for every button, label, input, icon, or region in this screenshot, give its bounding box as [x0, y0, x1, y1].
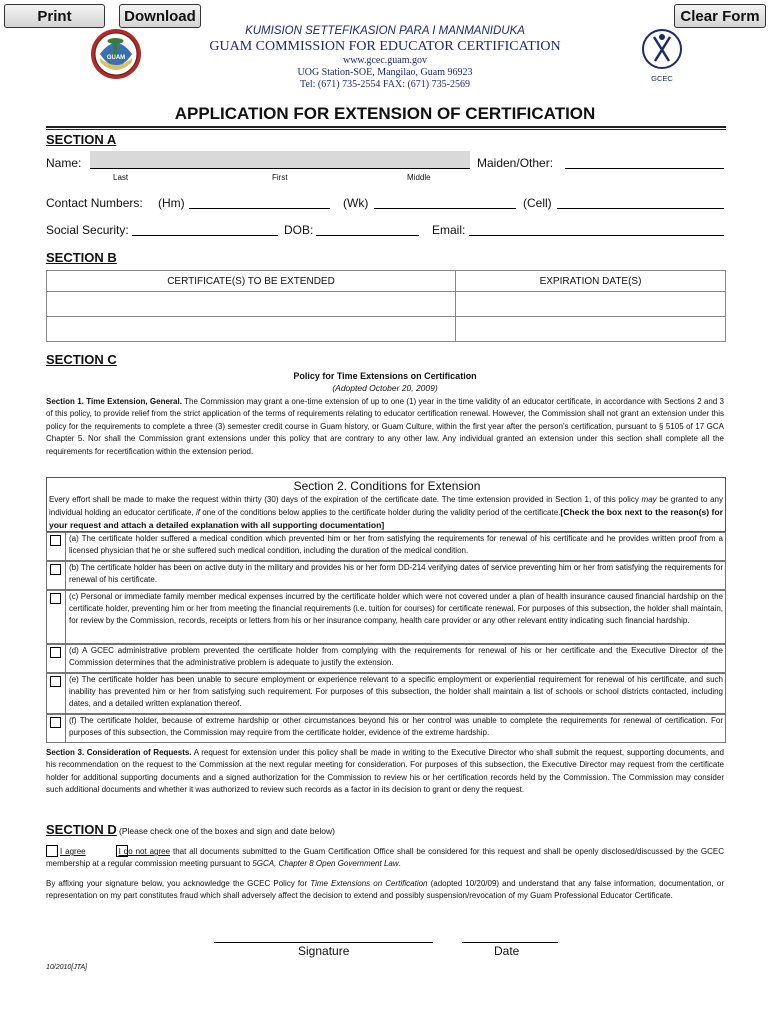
- option-c: [46, 590, 726, 644]
- cert-field-1[interactable]: [47, 292, 456, 317]
- website: www.gcec.guam.gov: [342, 55, 428, 66]
- option-c-checkbox[interactable]: [50, 593, 61, 604]
- signature-field[interactable]: [214, 930, 433, 943]
- option-c-text: (c) Personal or immediate family member medical expenses incurred by the certificate holder which were not covered under a plan of health insurance caused financial hardship on the certificate holder, preventing him or her from meeting the financial requirements (i.e. tuition for courses) for certificate renewal. For purposes of this subsection, the holder shall maintain, for review by the Commission, records, receipts or letters from his or her insurance company, health care provider or any other relevant entity indicating such financial hardship.: [69, 592, 723, 625]
- option-b-checkbox[interactable]: [50, 564, 61, 575]
- section-d-note: (Please check one of the boxes and sign and date below): [119, 826, 335, 836]
- section-2-box: [46, 477, 726, 532]
- email-field[interactable]: [469, 223, 724, 236]
- option-e: [46, 673, 726, 714]
- agree-label: I agree: [60, 847, 86, 856]
- section-2-text: Every effort shall be made to make the request within thirty (30) days of the expiration of the certificate date. The time extension provided in Section 1, of this policy may be granted to any individual holding an educator certificate, if one of the conditions below applies to the certificate holder during the validity period of the certificate.[Check the box next to the reason(s) for your request and attach a detailed explanation with all supporting documentation]: [49, 495, 723, 531]
- name-field[interactable]: [90, 151, 470, 169]
- section-d-heading: SECTION D: [46, 822, 117, 837]
- address: UOG Station-SOE, Mangilao, Guam 96923: [297, 67, 473, 78]
- option-b: [46, 561, 726, 590]
- certificates-table: [46, 270, 726, 342]
- cert-field-2[interactable]: [47, 317, 456, 342]
- footer-code: 10/2010[JTA]: [46, 964, 88, 971]
- option-a-checkbox[interactable]: [50, 535, 61, 546]
- phone-fax: Tel: (671) 735-2554 FAX: (671) 735-2569: [300, 79, 470, 90]
- contact-label: Contact Numbers:: [46, 196, 143, 210]
- option-b-text: (b) The certificate holder has been on active duty in the military and provides his or her form DD-214 verifying dates of service preventing him or her from satisfying the requirements for renewal of his certificate.: [69, 563, 723, 584]
- agree-statement: I agree I do not agree that all documents submitted to the Guam Certification Office shall be considered for this request and shall be openly disclosed/discussed by the GCEC membership at a regular commission meeting pursuant to 5GCA, Chapter 8 Open Government Law.: [46, 847, 725, 869]
- section-2-title: Section 2. Conditions for Extension: [293, 479, 481, 493]
- option-f-checkbox[interactable]: [50, 717, 61, 728]
- ssn-label: Social Security:: [46, 223, 129, 237]
- page-title: APPLICATION FOR EXTENSION OF CERTIFICATION: [174, 104, 596, 123]
- affix-statement: By affixing your signature below, you acknowledge the GCEC Policy for Time Extensions on Certification (adopted 10/20/09) and understand that any false information, documentation, or representation on my part constitutes fraud which shall adversely affect the decision to extend and possibly suspension/revocation of my Guam Professional Educator Certificate.: [46, 879, 724, 901]
- maiden-label: Maiden/Other:: [477, 156, 554, 170]
- disagree-label: I do not agree: [118, 847, 171, 856]
- section-1-text: Section 1. Time Extension, General. The Commission may grant a one-time extension of up to one (1) year in the time validity of an educator certificate, in accordance with Sections 2 and 3 of this policy, to provide relief from the strict application of the terms of requirements relating to educator certification renewal. However, the Commission shall not grant an extension under this policy for the requirements to complete a three (3) semester credit course in Guam history, or Guam Culture, within the first year after the person’s certification, pursuant to § 5105 of 17 GCA Chapter 5. Nor shall the Commission grant extensions under this policy that are contrary to any other law. Any individual granted an extension under this section shall complete all the requirements for recertification within the extension period.: [46, 397, 724, 456]
- cell-label: (Cell): [523, 196, 552, 210]
- work-phone-field[interactable]: [374, 196, 516, 209]
- section-3-text: Section 3. Consideration of Requests. A request for extension under this policy shall be made in writing to the Executive Director who shall submit the request, supporting documents, and his recommendation on the request to the Commission at the next regular meeting for consideration. For purposes of this subsection, the Executive Director may request from the certificate holder for additional supporting documents and a signed authorization for the Commission to review his or her certification records held by the Commission. The Commission may consider such additional documents and whether it was authorized to review such records as a factor in its decision to grant or deny the request.: [46, 748, 724, 795]
- section-b-heading: SECTION B: [46, 250, 117, 265]
- policy-adopted: (Adopted October 20, 2009): [332, 383, 438, 393]
- org-name-english: GUAM COMMISSION FOR EDUCATOR CERTIFICATION: [209, 39, 561, 54]
- gcec-logo-text: GCEC: [651, 74, 673, 83]
- name-label: Name:: [46, 156, 82, 170]
- policy-title: Policy for Time Extensions on Certification: [293, 371, 477, 381]
- col-expiration: EXPIRATION DATE(S): [456, 271, 726, 292]
- sub-middle: Middle: [407, 173, 431, 182]
- home-phone-field[interactable]: [189, 196, 330, 209]
- hm-label: (Hm): [158, 196, 185, 210]
- option-d-checkbox[interactable]: [50, 647, 61, 658]
- option-e-text: (e) The certificate holder has been unable to secure employment or experience relevant to a specific employment or experiential requirement for renewal of his certificate, and such inability has prevented him or her from satisfying such requirement. For purposes of this subsection, the holder shall maintain a list of schools or school districts contacted, including dates, and a detailed written explanation thereof.: [69, 675, 723, 708]
- download-button[interactable]: Download: [119, 4, 201, 28]
- option-f: [46, 714, 726, 743]
- maiden-field[interactable]: [565, 156, 724, 169]
- sub-last: Last: [113, 173, 129, 182]
- sub-first: First: [272, 173, 288, 182]
- section-c-heading: SECTION C: [46, 352, 117, 367]
- option-d: [46, 644, 726, 673]
- clear-form-button[interactable]: Clear Form: [674, 4, 766, 28]
- section-a-heading: SECTION A: [46, 132, 117, 147]
- cell-phone-field[interactable]: [557, 196, 724, 209]
- org-name-chamorro: KUMISION SETTEFIKASION PARA I MANMANIDUKA: [245, 25, 525, 37]
- option-a: [46, 532, 726, 561]
- exp-field-2[interactable]: [456, 317, 726, 342]
- option-a-text: (a) The certificate holder suffered a medical condition which prevented him or her from satisfying the requirements for renewal of his certificate and he provides written proof from a licensed physician that he or she suffered such medical condition, including the duration of the medical condition.: [69, 534, 723, 555]
- option-e-checkbox[interactable]: [50, 676, 61, 687]
- wk-label: (Wk): [343, 196, 369, 210]
- dob-label: DOB:: [284, 223, 314, 237]
- date-label: Date: [494, 944, 520, 958]
- email-label: Email:: [432, 223, 466, 237]
- signature-label: Signature: [298, 944, 350, 958]
- print-button[interactable]: Print: [4, 4, 105, 28]
- ssn-field[interactable]: [132, 223, 278, 236]
- option-d-text: (d) A GCEC administrative problem prevented the certificate holder from complying with the requirements for renewal of his or her certificate and the Executive Director of the Commission determines that the administrative problem is adequate to justify the extension.: [69, 646, 723, 667]
- date-field[interactable]: [462, 930, 558, 943]
- seal-text: GUAM: [106, 55, 126, 61]
- option-f-text: (f) The certificate holder, because of extreme hardship or other circumstances beyond his or her control was unable to complete the requirements for renewal of certification. For purposes of this subsection, the Commission may require from the certificate holder, evidence of the extreme hardship.: [69, 716, 723, 737]
- col-certificates: CERTIFICATE(S) TO BE EXTENDED: [47, 271, 456, 292]
- exp-field-1[interactable]: [456, 292, 726, 317]
- dob-field[interactable]: [316, 223, 419, 236]
